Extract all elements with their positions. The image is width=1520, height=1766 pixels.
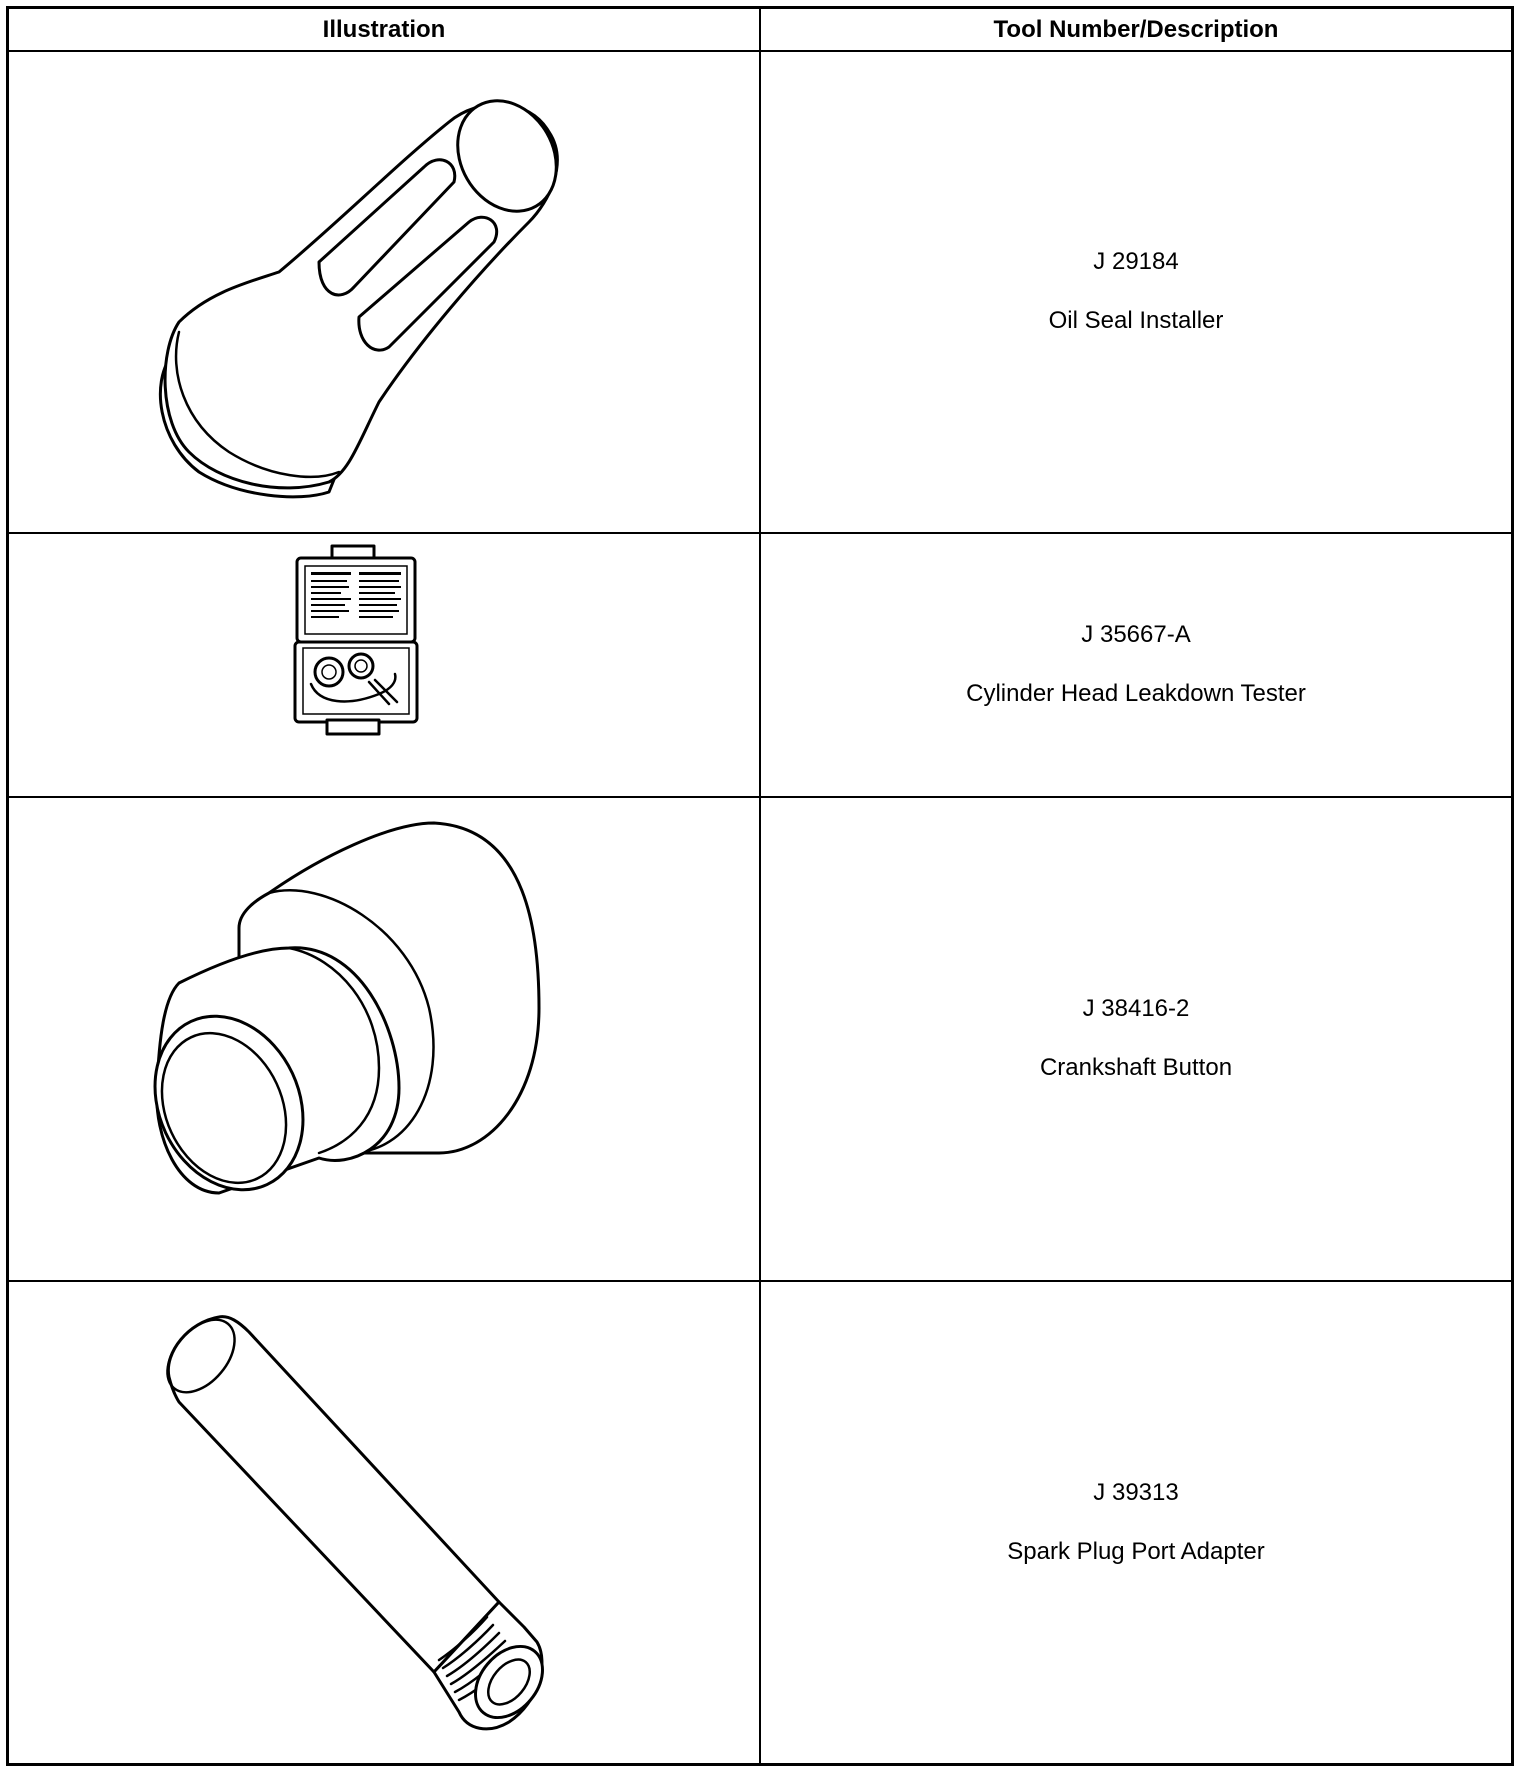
special-tools-table — [6, 6, 1514, 1766]
oil-seal-installer-icon — [79, 52, 689, 532]
table-row — [8, 797, 1513, 1281]
tool-number: J 38416-2 — [1082, 995, 1190, 1023]
spark-plug-port-adapter-icon — [79, 1282, 689, 1763]
illustration-cell — [8, 1281, 761, 1765]
illustration-header: Illustration — [8, 8, 761, 52]
illustration-cell — [8, 797, 761, 1281]
leakdown-tester-case-icon — [79, 534, 689, 796]
tool-description-header: Tool Number/Description — [760, 8, 1513, 52]
tool-number: J 29184 — [1093, 248, 1179, 276]
tool-description: Crankshaft Button — [1039, 1054, 1233, 1081]
tool-description: Cylinder Head Leakdown Tester — [966, 680, 1306, 707]
header-row — [8, 8, 1513, 52]
table-row — [8, 533, 1513, 797]
table-row — [8, 1281, 1513, 1765]
crankshaft-button-icon — [79, 798, 689, 1280]
tool-description-cell — [760, 533, 1513, 797]
tool-number: J 35667-A — [1081, 621, 1191, 649]
illustration-cell — [8, 533, 761, 797]
tool-description-cell — [760, 797, 1513, 1281]
illustration-cell — [8, 51, 761, 533]
tool-number: J 39313 — [1093, 1478, 1179, 1506]
tool-description-cell — [760, 1281, 1513, 1765]
table-row — [8, 51, 1513, 533]
tool-description: Spark Plug Port Adapter — [1007, 1537, 1265, 1565]
tool-description: Oil Seal Installer — [1048, 307, 1224, 334]
tool-description-cell — [760, 51, 1513, 533]
